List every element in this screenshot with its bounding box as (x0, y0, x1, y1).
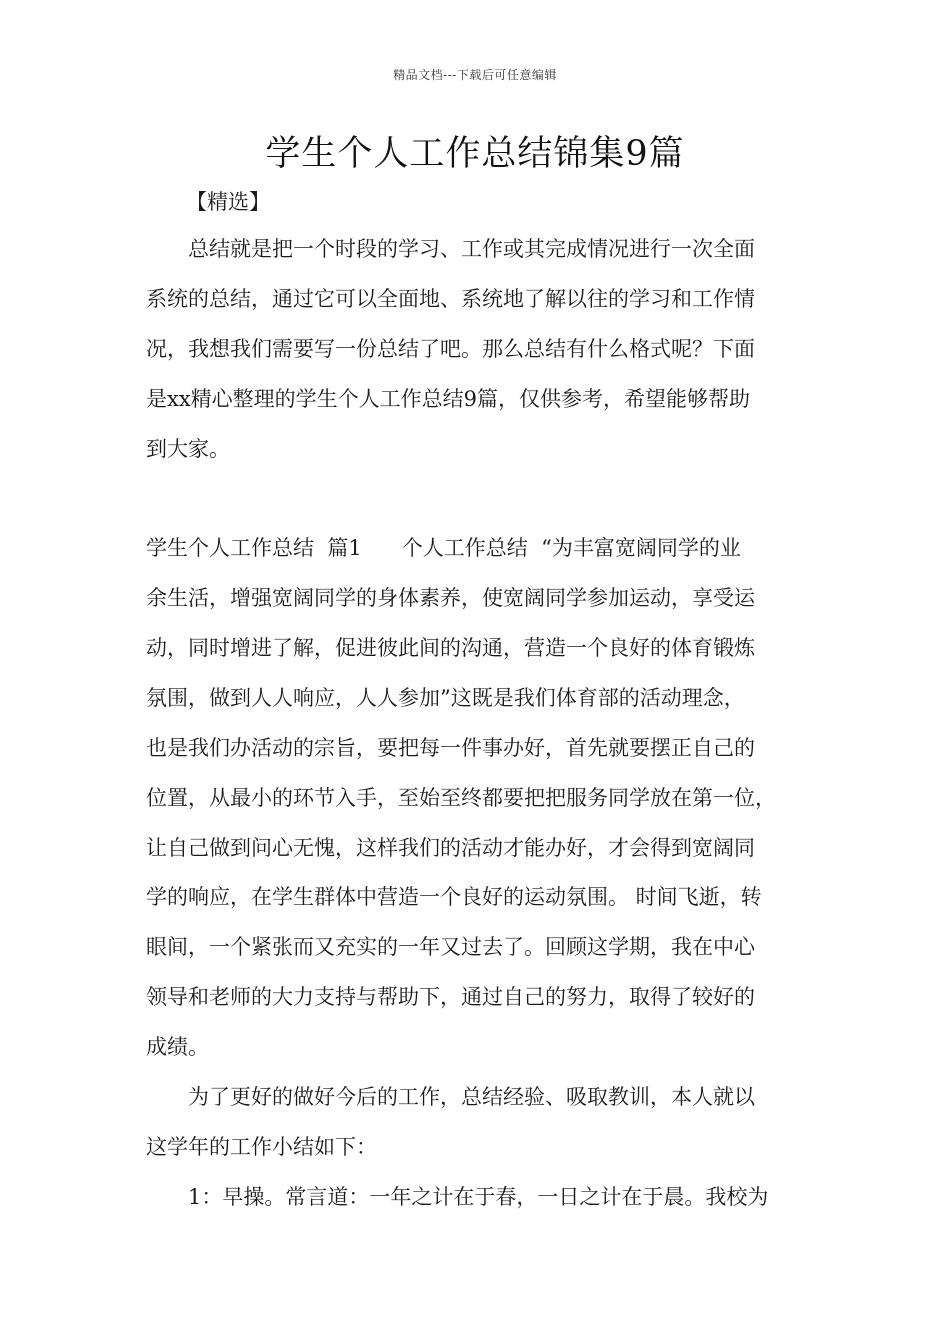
text-line: 成绩。 (146, 1035, 209, 1059)
text-line: 到大家。 (146, 437, 230, 461)
text-line: 余生活，增强宽阔同学的身体素养，使宽阔同学参加运动，享受运 (146, 586, 755, 610)
text-line: 为了更好的做好今后的工作，总结经验、吸取教训，本人就以 (188, 1085, 755, 1109)
text-line: 系统的总结，通过它可以全面地、系统地了解以往的学习和工作情 (146, 287, 755, 311)
text-line: 位置，从最小的环节入手，至始至终都要把把服务同学放在第一位， (146, 786, 776, 810)
text-line: 让自己做到问心无愧，这样我们的活动才能办好，才会得到宽阔同 (146, 836, 755, 860)
text-line: 也是我们办活动的宗旨，要把每一件事办好，首先就要摆正自己的 (146, 736, 755, 760)
document-title: 学生个人工作总结锦集9篇 (265, 134, 685, 174)
text-line: 况，我想我们需要写一份总结了吧。那么总结有什么格式呢？下面 (146, 337, 755, 361)
text-line: 眼间，一个紧张而又充实的一年又过去了。回顾这学期，我在中心 (146, 935, 755, 959)
section-heading-line: 学生个人工作总结 篇1 个人工作总结 “为丰富宽阔同学的业 (146, 536, 741, 560)
text-line: 学的响应，在学生群体中营造一个良好的运动氛围。 时间飞逝，转 (146, 885, 762, 909)
text-line: 氛围，做到人人响应，人人参加”这既是我们体育部的活动理念， (146, 686, 745, 710)
selected-tag: 【精选】 (186, 190, 270, 214)
text-line: 是xx精心整理的学生个人工作总结9篇，仅供参考，希望能够帮助 (146, 387, 751, 411)
text-line: 这学年的工作小结如下： (146, 1135, 377, 1159)
header-note: 精品文档---下载后可任意编辑 (393, 68, 557, 82)
text-line: 总结就是把一个时段的学习、工作或其完成情况进行一次全面 (188, 237, 755, 261)
text-line: 领导和老师的大力支持与帮助下，通过自己的努力，取得了较好的 (146, 985, 755, 1009)
text-line: 1：早操。常言道：一年之计在于春，一日之计在于晨。我校为 (188, 1185, 769, 1209)
text-line: 动，同时增进了解，促进彼此间的沟通，营造一个良好的体育锻炼 (146, 636, 755, 660)
